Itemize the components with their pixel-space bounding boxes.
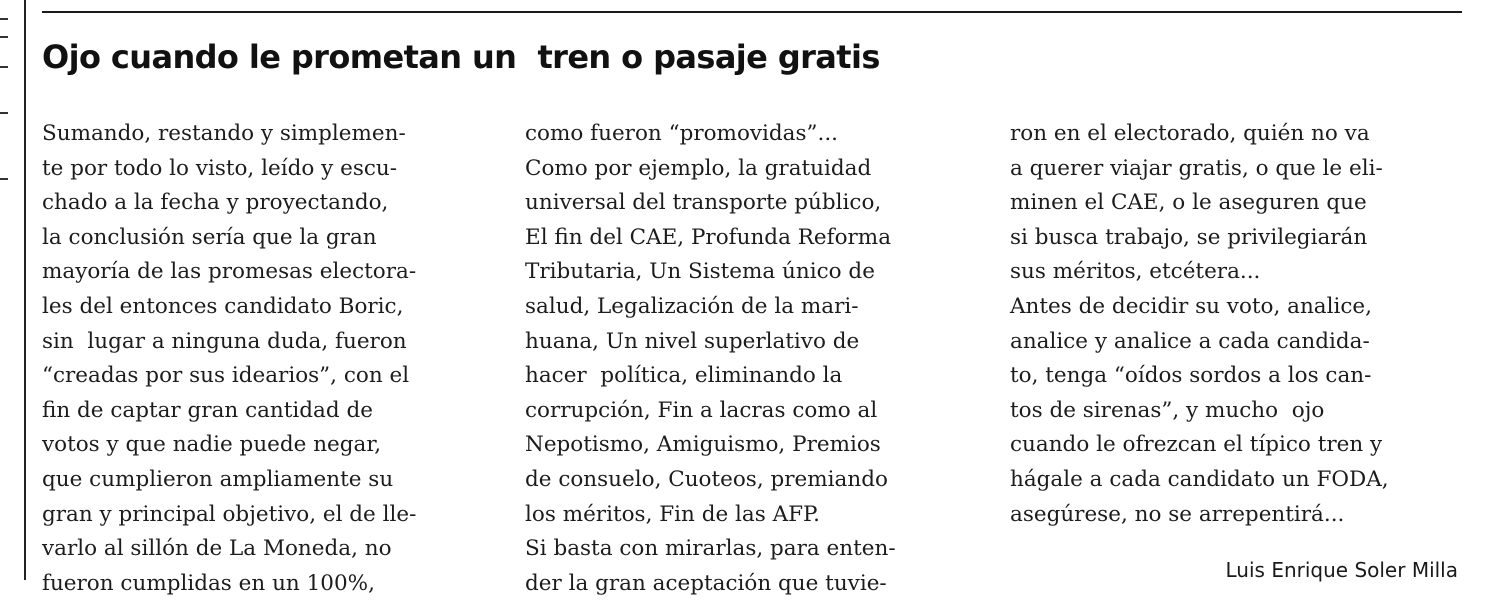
text-line: les del entonces candidato Boric, (42, 293, 404, 319)
text-line: fueron cumplidas en un 100%, (42, 570, 375, 596)
edge-mark (0, 178, 8, 180)
text-line: sin lugar a ninguna duda, fueron (42, 328, 407, 354)
text-column-2 (525, 117, 985, 601)
text-line: cuando le ofrezcan el típico tren y (1010, 432, 1383, 458)
edge-mark (0, 18, 8, 20)
text-line: salud, Legalización de la mari- (525, 293, 859, 319)
text-line: der la gran aceptación que tuvie- (525, 570, 887, 596)
article-headline: Ojo cuando le prometan un tren o pasaje gratis (42, 38, 880, 76)
text-line: analice y analice a cada candida- (1010, 328, 1370, 354)
text-line: Tributaria, Un Sistema único de (525, 259, 875, 285)
text-line: mayoría de las promesas electora- (42, 259, 417, 285)
text-line: corrupción, Fin a lacras como al (525, 397, 878, 423)
author-byline: Luis Enrique Soler Milla (1225, 558, 1458, 582)
text-line: Como por ejemplo, la gratuidad (525, 155, 872, 181)
text-line: El fin del CAE, Profunda Reforma (525, 224, 892, 250)
text-line: te por todo lo visto, leído y escu- (42, 155, 398, 181)
text-line: tos de sirenas”, y mucho ojo (1010, 397, 1325, 423)
text-line: gran y principal objetivo, el de lle- (42, 501, 417, 527)
text-line: Nepotismo, Amiguismo, Premios (525, 432, 881, 458)
text-line: como fueron “promovidas”... (525, 121, 839, 146)
text-line: de consuelo, Cuoteos, premiando (525, 466, 888, 492)
text-line: si busca trabajo, se privilegiarán (1010, 224, 1368, 250)
text-line: la conclusión sería que la gran (42, 224, 377, 250)
text-line: sus méritos, etcétera... (1010, 259, 1261, 285)
text-line: “creadas por sus idearios”, con el (42, 363, 410, 389)
text-line: to, tenga “oídos sordos a los can- (1010, 363, 1372, 389)
text-line: chado a la fecha y proyectando, (42, 190, 389, 216)
text-line: varlo al sillón de La Moneda, no (42, 536, 392, 562)
text-line: universal del transporte público, (525, 190, 882, 216)
text-line: hacer política, eliminando la (525, 363, 843, 389)
text-line: a querer viajar gratis, o que le eli- (1010, 155, 1383, 181)
text-line: asegúrese, no se arrepentirá... (1010, 501, 1345, 527)
text-column-3 (1010, 117, 1465, 532)
text-line: votos y que nadie puede negar, (42, 432, 382, 458)
text-line: los méritos, Fin de las AFP. (525, 501, 820, 527)
edge-mark (0, 36, 8, 38)
text-line: hágale a cada candidato un FODA, (1010, 466, 1389, 492)
text-line: Si basta con mirarlas, para enten- (525, 536, 896, 562)
text-line: ron en el electorado, quién no va (1010, 121, 1370, 146)
left-column-rule (24, 0, 26, 580)
edge-mark (0, 112, 8, 114)
text-line: que cumplieron ampliamente su (42, 466, 394, 492)
text-line: huana, Un nivel superlativo de (525, 328, 860, 354)
text-line: Antes de decidir su voto, analice, (1010, 293, 1372, 319)
edge-mark (0, 66, 8, 68)
text-line: minen el CAE, o le aseguren que (1010, 190, 1367, 216)
text-line: fin de captar gran cantidad de (42, 397, 373, 423)
text-line: Sumando, restando y simplemen- (42, 121, 406, 146)
text-column-1 (42, 117, 492, 601)
top-rule (42, 11, 1462, 13)
